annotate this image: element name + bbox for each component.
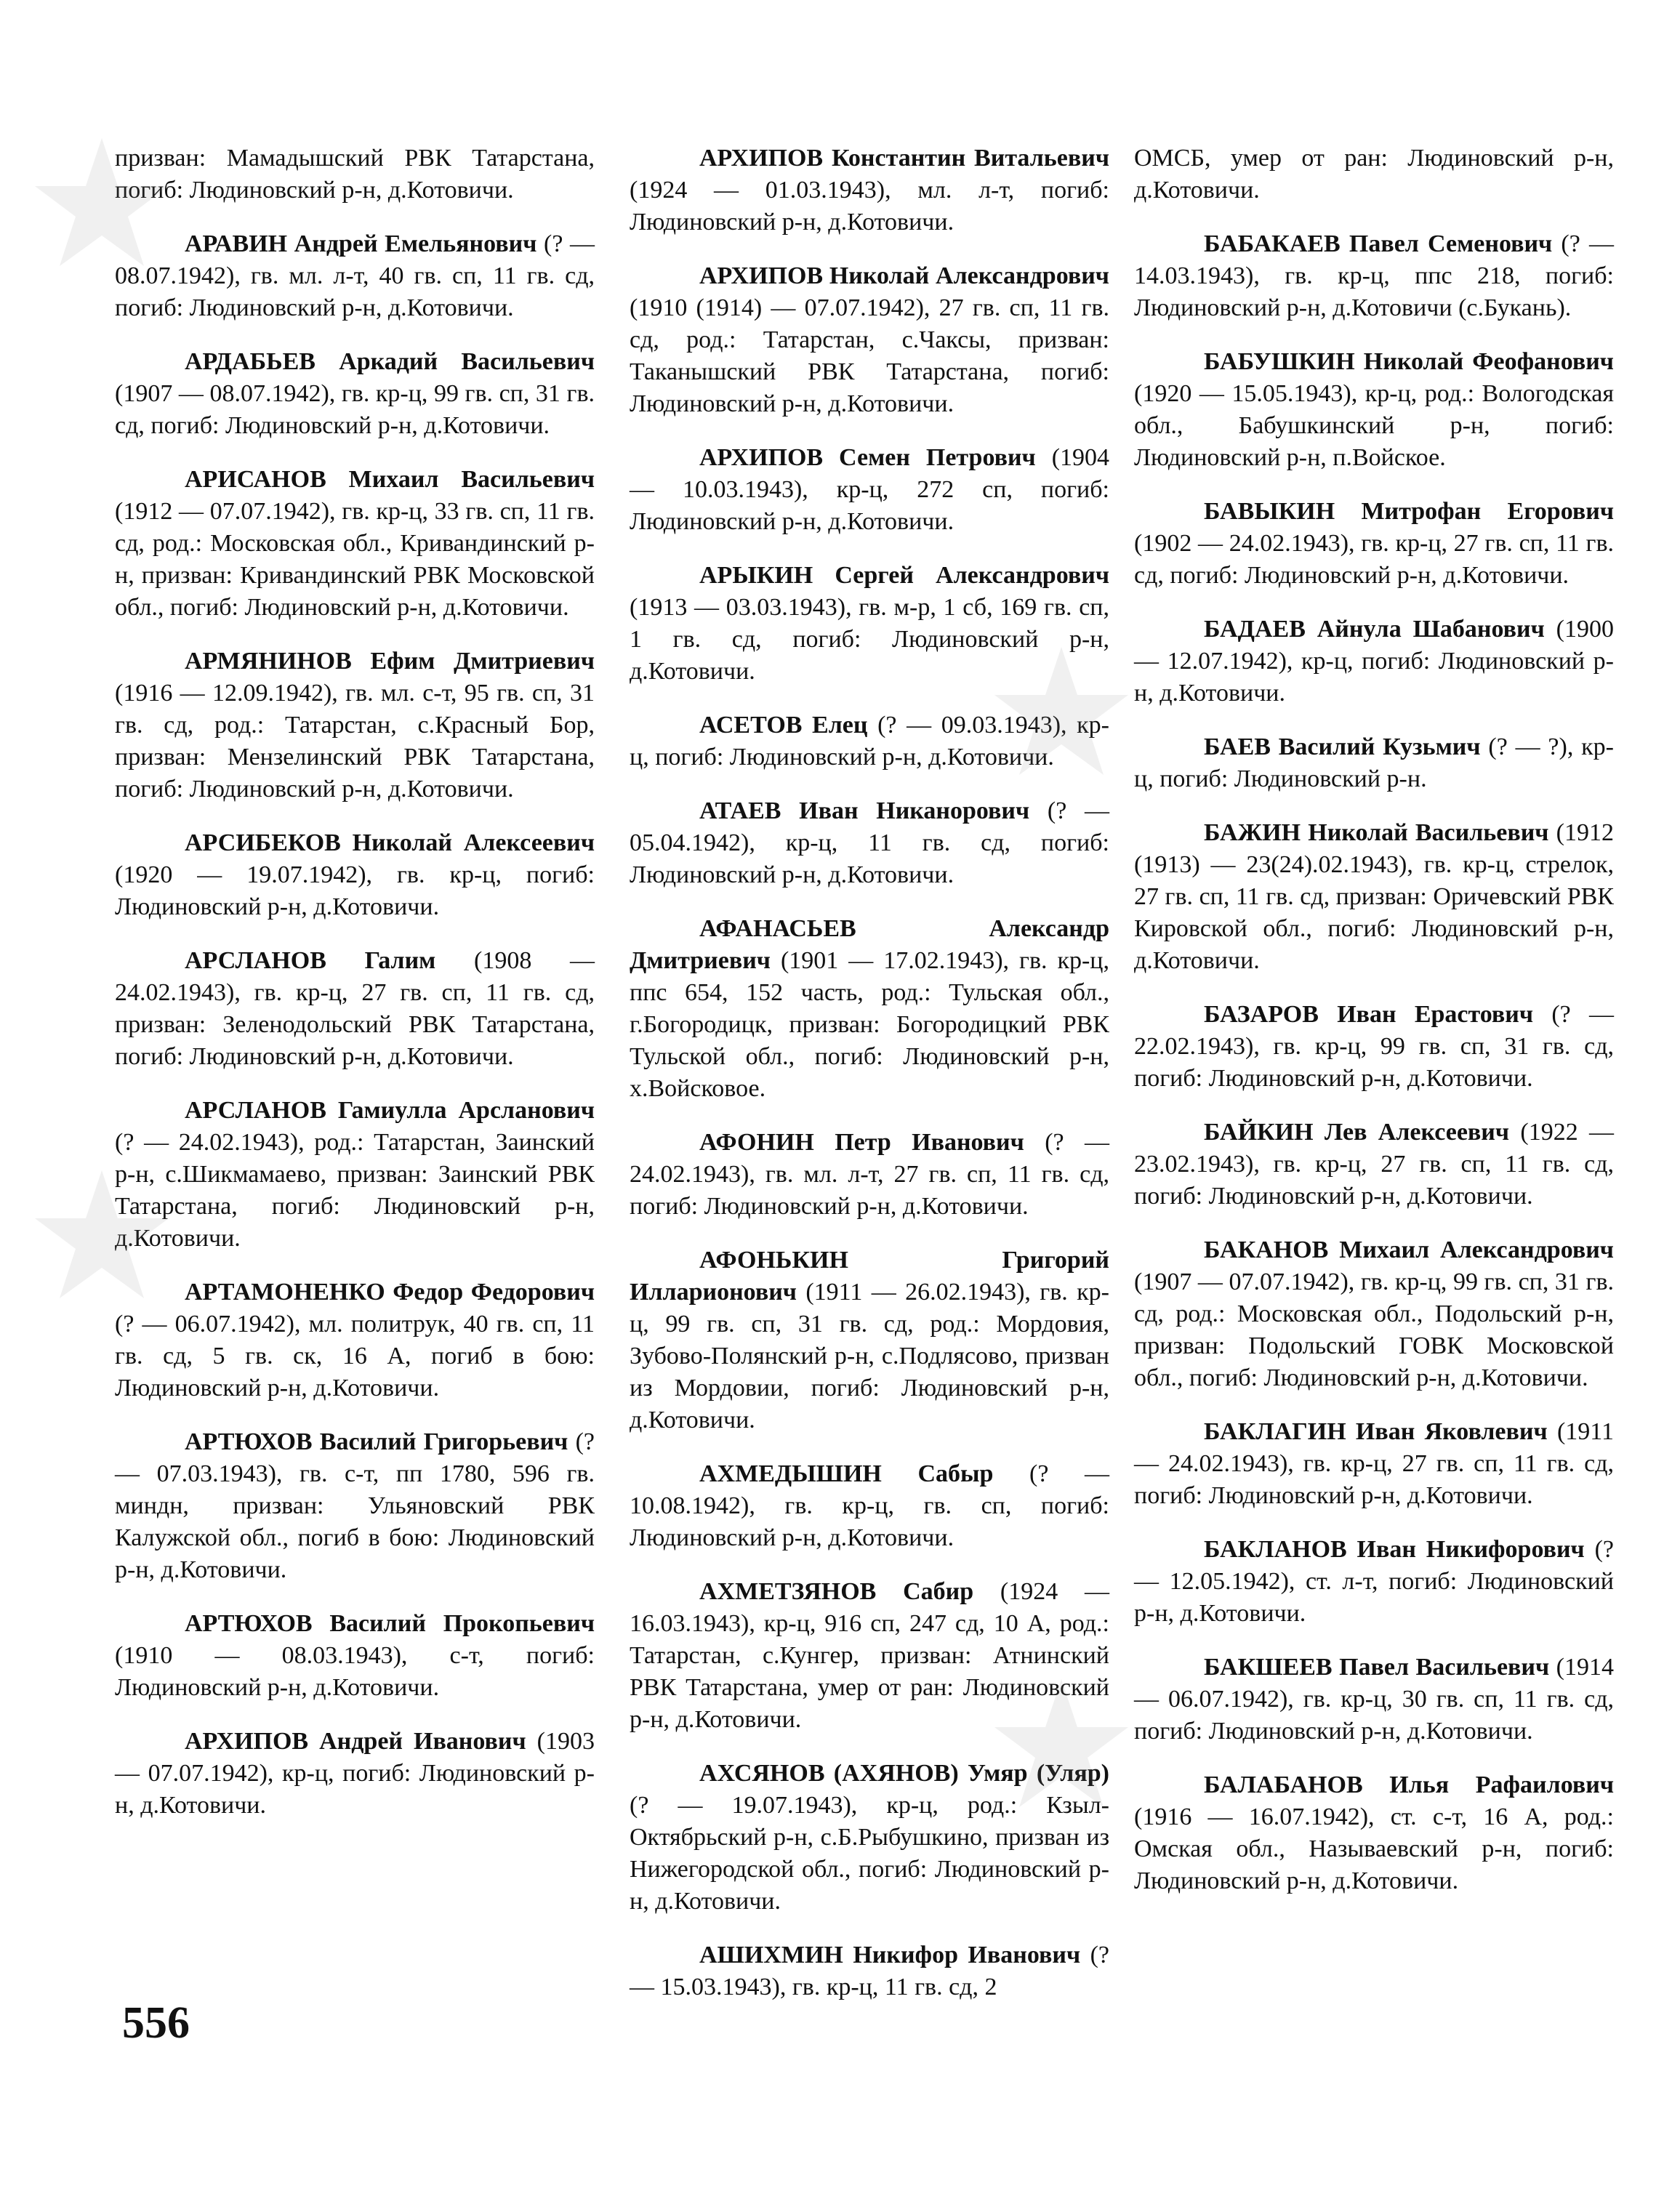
entry-name: БАБАКАЕВ Павел Семенович: [1204, 230, 1553, 257]
entry-text: (1902 — 24.02.1943), гв. кр-ц, 27 гв. сп, 11 гв. сд, погиб: Людиновский р-н, д.Котовичи.: [1134, 530, 1614, 589]
entry-text: (1914 — 06.07.1942), гв. кр-ц, 30 гв. сп, 11 гв. сд, погиб: Людиновский р-н, д.Котовичи.: [1134, 1654, 1614, 1745]
entry: [1134, 1416, 1614, 1512]
entry-name: АРЫКИН Сергей Александрович: [699, 562, 1109, 589]
entry: [1134, 1534, 1614, 1630]
entry-name: АРТЮХОВ Василий Прокопьевич: [185, 1610, 595, 1637]
entry: [1134, 228, 1614, 324]
entry-name: АРСЛАНОВ Гамиулла Арсланович: [185, 1097, 595, 1124]
entry: [1134, 1652, 1614, 1747]
entry: [630, 709, 1109, 773]
entry-name: АШИХМИН Никифор Иванович: [699, 1942, 1081, 1968]
entry-text: (1903 — 07.07.1942), кр-ц, погиб: Людиновский р-н, д.Котовичи.: [115, 1728, 595, 1819]
entry-name: АХМЕТЗЯНОВ Сабир: [699, 1578, 974, 1605]
entry-text: (? — 10.08.1942), гв. кр-ц, гв. сп, погиб: Людиновский р-н, д.Котовичи.: [630, 1460, 1109, 1551]
entry-text: (1911 — 26.02.1943), гв. кр-ц, 99 гв. сп, 31 гв. сд, род.: Мордовия, Зубово-Полянский р-н, с.Подлясово, призван из Мордовии, погиб: Людиновский р-н, д.Котовичи.: [630, 1279, 1109, 1433]
entry: [115, 1608, 595, 1704]
entry: [630, 913, 1109, 1105]
entry-text: (? — 22.02.1943), гв. кр-ц, 99 гв. сп, 31 гв. сд, погиб: Людиновский р-н, д.Котовичи.: [1134, 1001, 1614, 1092]
entry-text: (1920 — 19.07.1942), гв. кр-ц, погиб: Людиновский р-н, д.Котовичи.: [115, 861, 595, 920]
entry: [1134, 346, 1614, 474]
entry-name: АРМЯНИНОВ Ефим Дмитриевич: [185, 648, 595, 675]
entry-name: БАЙКИН Лев Алексеевич: [1204, 1119, 1510, 1146]
entry: [1134, 731, 1614, 795]
entry-text: (? — 15.03.1943), гв. кр-ц, 11 гв. сд, 2: [630, 1942, 1110, 2000]
entry-name: БАЖИН Николай Васильевич: [1204, 819, 1549, 846]
entry-name: БАКАНОВ Михаил Александрович: [1204, 1236, 1614, 1263]
entry-text: (? — 05.04.1942), кр-ц, 11 гв. сд, погиб: Людиновский р-н, д.Котовичи.: [630, 797, 1110, 888]
entry-text: (1907 — 08.07.1942), гв. кр-ц, 99 гв. сп, 31 гв. сд, погиб: Людиновский р-н, д.Котовичи.: [115, 380, 595, 439]
entry-text: (1911 — 24.02.1943), гв. кр-ц, 27 гв. сп, 11 гв. сд, погиб: Людиновский р-н, д.Котовичи.: [1134, 1418, 1614, 1509]
entry-text: (? — 24.02.1943), гв. мл. л-т, 27 гв. сп, 11 гв. сд, погиб: Людиновский р-н, д.Котовичи.: [630, 1129, 1109, 1220]
entry-text: (? — 12.05.1942), ст. л-т, погиб: Людиновский р-н, д.Котовичи.: [1134, 1536, 1615, 1627]
entry: [115, 1426, 595, 1586]
entry-text: (1924 — 01.03.1943), мл. л-т, погиб: Людиновский р-н, д.Котовичи.: [630, 177, 1109, 236]
entry: [630, 1758, 1109, 1918]
entry-name: БАДАЕВ Айнула Шабанович: [1204, 616, 1545, 643]
entry: [630, 795, 1109, 891]
entry-name: АСЕТОВ Елец: [699, 712, 868, 739]
entry-name: АРДАБЬЕВ Аркадий Васильевич: [185, 348, 595, 375]
entry-text: (1924 — 16.03.1943), кр-ц, 916 сп, 247 сд, 10 А, род.: Татарстан, с.Кунгер, призван: Атнинский РВК Татарстана, умер от ран: Людиновский р-н, д.Котовичи.: [630, 1578, 1110, 1733]
entry-name: АХМЕДЫШИН Сабыр: [699, 1460, 994, 1487]
entry-name: БАКШЕЕВ Павел Васильевич: [1204, 1654, 1550, 1681]
column-3: [1134, 142, 1614, 1919]
entry-text: (? — 14.03.1943), гв. кр-ц, ппс 218, погиб: Людиновский р-н, д.Котовичи (с.Букань).: [1134, 230, 1614, 321]
entry-name: БАЗАРОВ Иван Ерастович: [1204, 1001, 1534, 1028]
entry: [115, 346, 595, 442]
entry-name: АРХИПОВ Константин Витальевич: [699, 145, 1109, 172]
page-number: 556: [122, 1998, 190, 2048]
entry: [1134, 817, 1614, 977]
entry-name: БАБУШКИН Николай Феофанович: [1204, 348, 1614, 375]
entry-name: АФОНЬКИН Григорий Илларионович: [630, 1247, 1109, 1306]
entry: [630, 1244, 1109, 1436]
entry: [1134, 142, 1614, 206]
entry: [115, 1276, 595, 1404]
entry: [115, 464, 595, 624]
entry-name: АРХИПОВ Семен Петрович: [699, 444, 1036, 471]
entry: [115, 645, 595, 805]
entry-name: БАКЛАГИН Иван Яковлевич: [1204, 1418, 1548, 1445]
entry-name: АРХИПОВ Андрей Иванович: [185, 1728, 526, 1755]
entry-name: АРТАМОНЕНКО Федор Федорович: [185, 1279, 595, 1306]
entry-text: (1912 (1913) — 23(24).02.1943), гв. кр-ц, стрелок, 27 гв. сп, 11 гв. сд, призван: Оричевский РВК Кировской обл., погиб: Людиновский р-н, д.Котовичи.: [1134, 819, 1614, 974]
entry: [630, 260, 1109, 420]
entry: [115, 228, 595, 324]
entry-name: АФАНАСЬЕВ Александр Дмитриевич: [630, 915, 1109, 974]
entry: [630, 142, 1109, 238]
entry: [1134, 1769, 1614, 1897]
entry-text: (1916 — 12.09.1942), гв. мл. с-т, 95 гв. сп, 31 гв. сд, род.: Татарстан, с.Красный Бор, призван: Мензелинский РВК Татарстана, погиб: Людиновский р-н, д.Котовичи.: [115, 680, 595, 803]
entry-text: (? — 08.07.1942), гв. мл. л-т, 40 гв. сп, 11 гв. сд, погиб: Людиновский р-н, д.Котовичи.: [115, 230, 595, 321]
entry-name: АРТЮХОВ Василий Григорьевич: [185, 1428, 568, 1455]
entry-text: (1908 — 24.02.1943), гв. кр-ц, 27 гв. сп, 11 гв. сд, призван: Зеленодольский РВК Татарстана, погиб: Людиновский р-н, д.Котовичи.: [115, 947, 595, 1070]
entry-text: (1913 — 03.03.1943), гв. м-р, 1 сб, 169 гв. сп, 1 гв. сд, погиб: Людиновский р-н, д.Котовичи.: [630, 594, 1109, 685]
entry-text: (1920 — 15.05.1943), кр-ц, род.: Вологодская обл., Бабушкинский р-н, погиб: Людиновский р-н, п.Войское.: [1134, 380, 1614, 471]
entry-name: АРАВИН Андрей Емельянович: [185, 230, 537, 257]
entry: [1134, 496, 1614, 592]
entry-text: (? — 19.07.1943), кр-ц, род.: Кзыл-Октябрьский р-н, с.Б.Рыбушкино, призван из Нижегородской обл., погиб: Людиновский р-н, д.Котовичи.: [630, 1792, 1109, 1915]
entry-name: АХСЯНОВ (АХЯНОВ) Умяр (Уляр): [699, 1760, 1109, 1787]
entry: [630, 1127, 1109, 1223]
entry-text: (1912 — 07.07.1942), гв. кр-ц, 33 гв. сп, 11 гв. сд, род.: Московская обл., Кривандинский р-н, призван: Кривандинский РВК Московской обл., погиб: Людиновский р-н, д.Котовичи.: [115, 498, 595, 621]
entry-text: (? — 09.03.1943), кр-ц, погиб: Людиновский р-н, д.Котовичи.: [630, 712, 1110, 771]
entry-text: (1900 — 12.07.1942), кр-ц, погиб: Людиновский р-н, д.Котовичи.: [1134, 616, 1614, 707]
entry-name: БАВЫКИН Митрофан Егорович: [1204, 498, 1614, 525]
entry-name: АФОНИН Петр Иванович: [699, 1129, 1024, 1156]
entry: [115, 827, 595, 923]
entry-text: (1922 — 23.02.1943), гв. кр-ц, 27 гв. сп, 11 гв. сд, погиб: Людиновский р-н, д.Котовичи.: [1134, 1119, 1615, 1210]
column-2: [630, 142, 1109, 2025]
entry-name: АРИСАНОВ Михаил Васильевич: [185, 466, 595, 493]
entry-text: (1916 — 16.07.1942), ст. с-т, 16 А, род.: Омская обл., Называевский р-н, погиб: Людиновский р-н, д.Котовичи.: [1134, 1803, 1614, 1894]
entry-name: БАЛАБАНОВ Илья Рафаилович: [1204, 1771, 1614, 1798]
entry: [1134, 999, 1614, 1095]
column-1: [115, 142, 595, 1843]
entry-name: АТАЕВ Иван Никанорович: [699, 797, 1030, 824]
entry-name: АРСИБЕКОВ Николай Алексеевич: [185, 829, 595, 856]
entry-text: (1910 — 08.03.1943), с-т, погиб: Людиновский р-н, д.Котовичи.: [115, 1642, 595, 1701]
entry-text: (? — 24.02.1943), род.: Татарстан, Заинский р-н, с.Шикмамаево, призван: Заинский РВК Татарстана, погиб: Людиновский р-н, д.Котовичи.: [115, 1129, 595, 1252]
entry: [630, 560, 1109, 688]
entry: [115, 945, 595, 1073]
entry-text: (? — 06.07.1942), мл. политрук, 40 гв. сп, 11 гв. сд, 5 гв. ск, 16 А, погиб в бою: Людиновский р-н, д.Котовичи.: [115, 1311, 595, 1401]
entry: [1134, 1117, 1614, 1212]
entry: [1134, 614, 1614, 709]
entry: [115, 1095, 595, 1255]
entry-text: (1907 — 07.07.1942), гв. кр-ц, 99 гв. сп, 31 гв. сд, род.: Московская обл., Подольский р-н, призван: Подольский ГОВК Московской обл., погиб: Людиновский р-н, д.Котовичи.: [1134, 1268, 1614, 1391]
entry: [630, 442, 1109, 538]
entry-text: призван: Мамадышский РВК Татарстана, погиб: Людиновский р-н, д.Котовичи.: [115, 145, 595, 204]
entry-name: АРХИПОВ Николай Александрович: [699, 262, 1109, 289]
entry-text: (1910 (1914) — 07.07.1942), 27 гв. сп, 11 гв. сд, род.: Татарстан, с.Чаксы, призван: Таканышский РВК Татарстана, погиб: Людиновский р-н, д.Котовичи.: [630, 294, 1109, 417]
entry-text: ОМСБ, умер от ран: Людиновский р-н, д.Котовичи.: [1134, 145, 1614, 204]
entry-text: (1904 — 10.03.1943), кр-ц, 272 сп, погиб: Людиновский р-н, д.Котовичи.: [630, 444, 1110, 535]
entry: [115, 1726, 595, 1822]
entry-name: БАЕВ Василий Кузьмич: [1204, 733, 1481, 760]
entry: [630, 1576, 1109, 1736]
entry: [1134, 1234, 1614, 1394]
entry: [630, 1458, 1109, 1554]
entry: [630, 1939, 1109, 2003]
entry-text: (? — ?), кр-ц, погиб: Людиновский р-н.: [1134, 733, 1615, 792]
entry: [115, 142, 595, 206]
entry-name: БАКЛАНОВ Иван Никифорович: [1204, 1536, 1585, 1563]
entry-text: (? — 07.03.1943), гв. с-т, пп 1780, 596 гв. миндн, призван: Ульяновский РВК Калужской обл., погиб в бою: Людиновский р-н, д.Котовичи.: [115, 1428, 595, 1583]
entry-name: АРСЛАНОВ Галим: [185, 947, 436, 974]
entry-text: (1901 — 17.02.1943), гв. кр-ц, ппс 654, 152 часть, род.: Тульская обл., г.Богородицк, призван: Богородицкий РВК Тульской обл., погиб: Людиновский р-н, х.Войсковое.: [630, 947, 1109, 1102]
